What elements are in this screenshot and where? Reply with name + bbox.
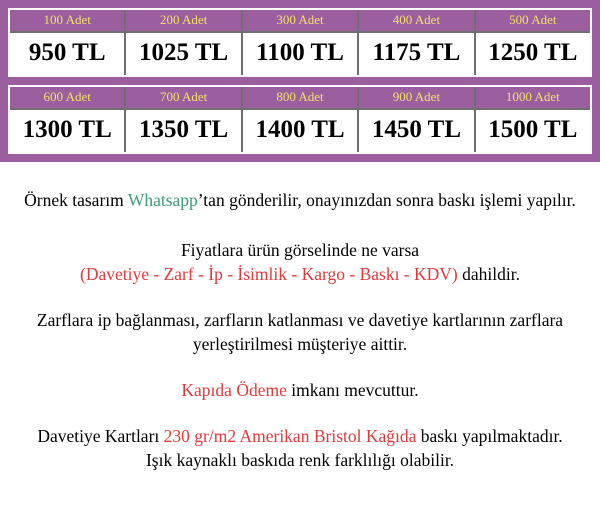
note-text: ’tan gönderilir, onayınızdan sonra baskı işlemi yapılır.	[197, 190, 576, 210]
note-text: Fiyatlara ürün görselinde ne varsa	[180, 240, 420, 260]
note-highlight-whatsapp: Whatsapp	[127, 190, 198, 210]
price-value: 1175 TL	[372, 39, 461, 66]
note-included	[14, 238, 586, 286]
note-payment	[14, 378, 586, 402]
price-value: 1350 TL	[139, 116, 229, 143]
note-highlight-paper: 230 gr/m2 Amerikan Bristol Kağıda	[163, 426, 417, 446]
notes-section	[0, 162, 600, 472]
note-text: Örnek tasarım	[24, 190, 128, 210]
price-cell	[243, 10, 359, 75]
price-value: 1250 TL	[488, 39, 578, 66]
price-cell	[126, 87, 242, 152]
price-cell	[126, 10, 242, 75]
price-row-first	[8, 8, 592, 77]
price-cell	[476, 10, 590, 75]
quantity-label: 200 Adet	[126, 10, 240, 33]
price-cell	[10, 10, 126, 75]
quantity-label: 100 Adet	[10, 10, 124, 33]
quantity-label: 1000 Adet	[476, 87, 590, 110]
price-cell	[476, 87, 590, 152]
price-row-second	[8, 85, 592, 154]
note-highlight-payment: Kapıda Ödeme	[181, 380, 287, 400]
note-text: Işık kaynaklı baskıda renk farklılığı olabilir.	[145, 450, 455, 470]
note-text: Zarflara ip bağlanması, zarfların katlanması ve davetiye kartlarının zarflara	[36, 310, 564, 330]
price-value: 1300 TL	[22, 116, 112, 143]
price-cell	[10, 87, 126, 152]
price-value: 1100 TL	[256, 39, 344, 66]
note-highlight-included: (Davetiye - Zarf - İp - İsimlik - Kargo - Baskı - KDV)	[80, 264, 458, 284]
price-cell	[243, 87, 359, 152]
quantity-label: 600 Adet	[10, 87, 124, 110]
price-cell	[359, 10, 475, 75]
note-customer-responsibility	[14, 308, 586, 356]
quantity-label: 300 Adet	[243, 10, 357, 33]
price-value: 1400 TL	[255, 116, 345, 143]
price-cell	[359, 87, 475, 152]
price-value: 1025 TL	[139, 39, 229, 66]
quantity-label: 500 Adet	[476, 10, 590, 33]
note-whatsapp	[14, 188, 586, 212]
note-text: yerleştirilmesi müşteriye aittir.	[192, 334, 408, 354]
note-text: Davetiye Kartları	[37, 426, 164, 446]
note-text: imkanı mevcuttur.	[286, 380, 419, 400]
quantity-label: 900 Adet	[359, 87, 473, 110]
note-text: baskı yapılmaktadır.	[416, 426, 563, 446]
pricing-table	[0, 0, 600, 162]
price-value: 1450 TL	[371, 116, 461, 143]
price-value: 950 TL	[28, 39, 106, 66]
quantity-label: 400 Adet	[359, 10, 473, 33]
quantity-label: 800 Adet	[243, 87, 357, 110]
note-paper	[14, 424, 586, 472]
quantity-label: 700 Adet	[126, 87, 240, 110]
note-text: dahildir.	[457, 264, 520, 284]
price-value: 1500 TL	[488, 116, 578, 143]
